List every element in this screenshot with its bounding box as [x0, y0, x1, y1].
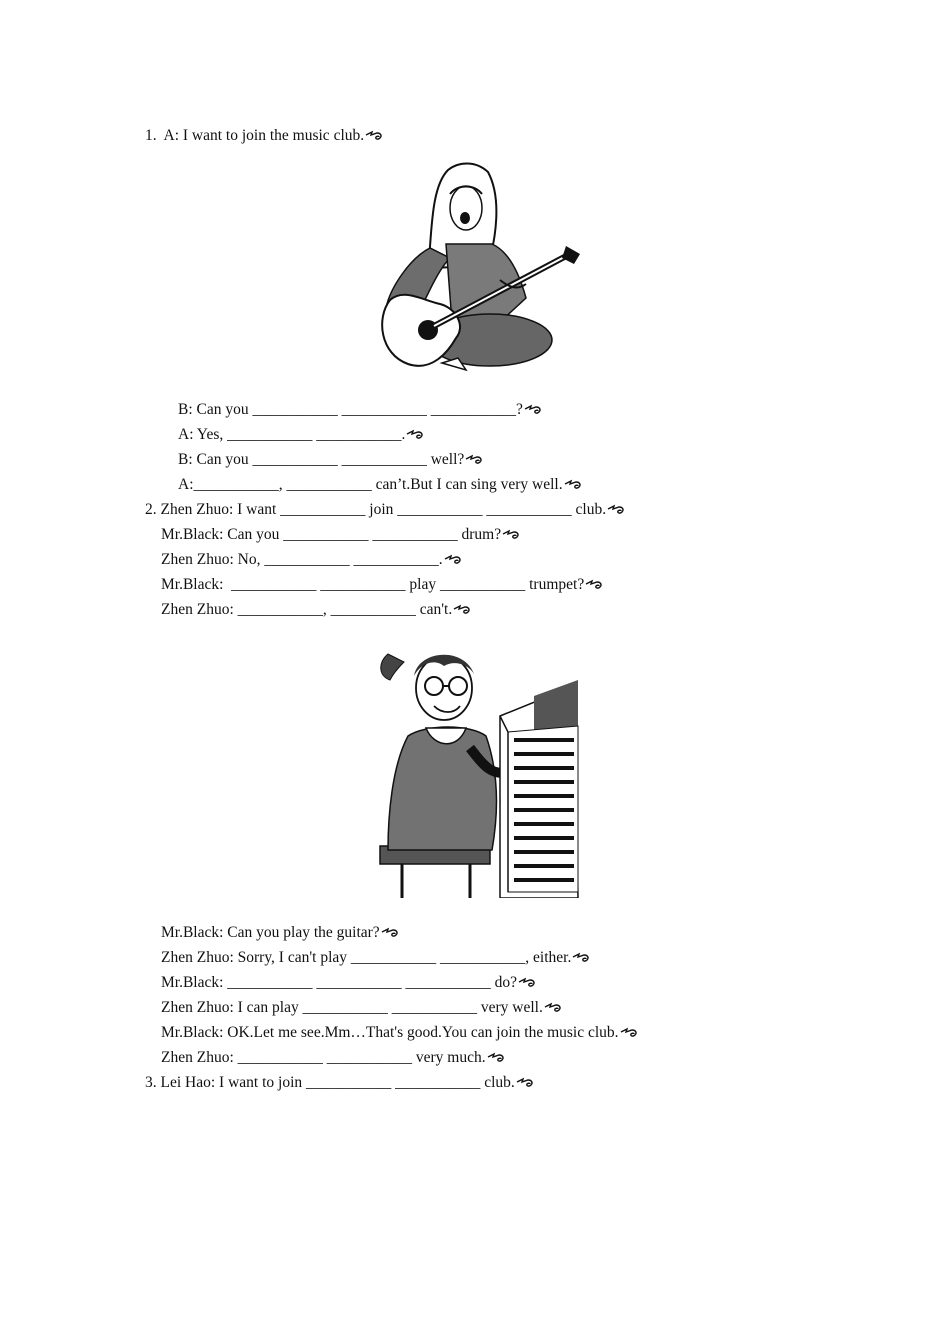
line-text: Mr.Black: ___________ ___________ play ___________ trumpet? — [161, 576, 585, 593]
line-text: Mr.Black: Can you play the guitar? — [161, 924, 380, 941]
line-text: A:___________, ___________ can’t.But I can sing very well. — [178, 476, 563, 493]
question-1-line-4 — [178, 450, 483, 470]
line-text: Zhen Zhuo: No, ___________ ___________. — [161, 551, 443, 568]
question-1-line-3 — [178, 425, 424, 445]
question-2-line-3 — [161, 550, 462, 570]
line-text: Zhen Zhuo: ___________, ___________ can't. — [161, 601, 453, 618]
question-2-line-6 — [161, 923, 399, 943]
line-text: 3. Lei Hao: I want to join ___________ ___________ club. — [145, 1074, 515, 1091]
piano-girl-illustration — [374, 636, 580, 898]
question-1-line-5 — [178, 475, 582, 495]
line-text: B: Can you ___________ ___________ well? — [178, 451, 465, 468]
paragraph-mark-icon — [607, 504, 625, 515]
paragraph-mark-icon — [544, 1002, 562, 1013]
line-text: B: Can you ___________ ___________ ___________? — [178, 401, 523, 418]
line-text: 1. A: I want to join the music club. — [145, 127, 365, 144]
line-text: Zhen Zhuo: Sorry, I can't play ___________ ___________, either. — [161, 949, 572, 966]
line-text: Mr.Black: ___________ ___________ ___________ do? — [161, 974, 518, 991]
question-2-line-2 — [161, 525, 520, 545]
paragraph-mark-icon — [453, 604, 471, 615]
paragraph-mark-icon — [487, 1052, 505, 1063]
paragraph-mark-icon — [516, 1077, 534, 1088]
question-2-line-10 — [161, 1023, 638, 1043]
paragraph-mark-icon — [620, 1027, 638, 1038]
question-1-line-2 — [178, 400, 542, 420]
question-2-line-8 — [161, 973, 536, 993]
guitar-girl-illustration — [370, 158, 582, 376]
paragraph-mark-icon — [406, 429, 424, 440]
paragraph-mark-icon — [585, 579, 603, 590]
question-2-line-1 — [145, 500, 625, 520]
paragraph-mark-icon — [524, 404, 542, 415]
question-2-line-7 — [161, 948, 590, 968]
line-text: Mr.Black: OK.Let me see.Mm…That's good.You can join the music club. — [161, 1024, 619, 1041]
line-text: Zhen Zhuo: I can play ___________ ___________ very well. — [161, 999, 543, 1016]
paragraph-mark-icon — [365, 130, 383, 141]
paragraph-mark-icon — [444, 554, 462, 565]
paragraph-mark-icon — [518, 977, 536, 988]
question-3-line-1 — [145, 1073, 534, 1093]
question-2-line-4 — [161, 575, 603, 595]
paragraph-mark-icon — [502, 529, 520, 540]
paragraph-mark-icon — [564, 479, 582, 490]
line-text: 2. Zhen Zhuo: I want ___________ join ___________ ___________ club. — [145, 501, 607, 518]
line-text: A: Yes, ___________ ___________. — [178, 426, 406, 443]
paragraph-mark-icon — [381, 927, 399, 938]
paragraph-mark-icon — [465, 454, 483, 465]
paragraph-mark-icon — [572, 952, 590, 963]
question-2-line-5 — [161, 600, 471, 620]
line-text: Zhen Zhuo: ___________ ___________ very much. — [161, 1049, 486, 1066]
line-text: Mr.Black: Can you ___________ ___________ drum? — [161, 526, 502, 543]
question-1-line-1 — [145, 126, 383, 146]
question-2-line-9 — [161, 998, 562, 1018]
question-2-line-11 — [161, 1048, 505, 1068]
